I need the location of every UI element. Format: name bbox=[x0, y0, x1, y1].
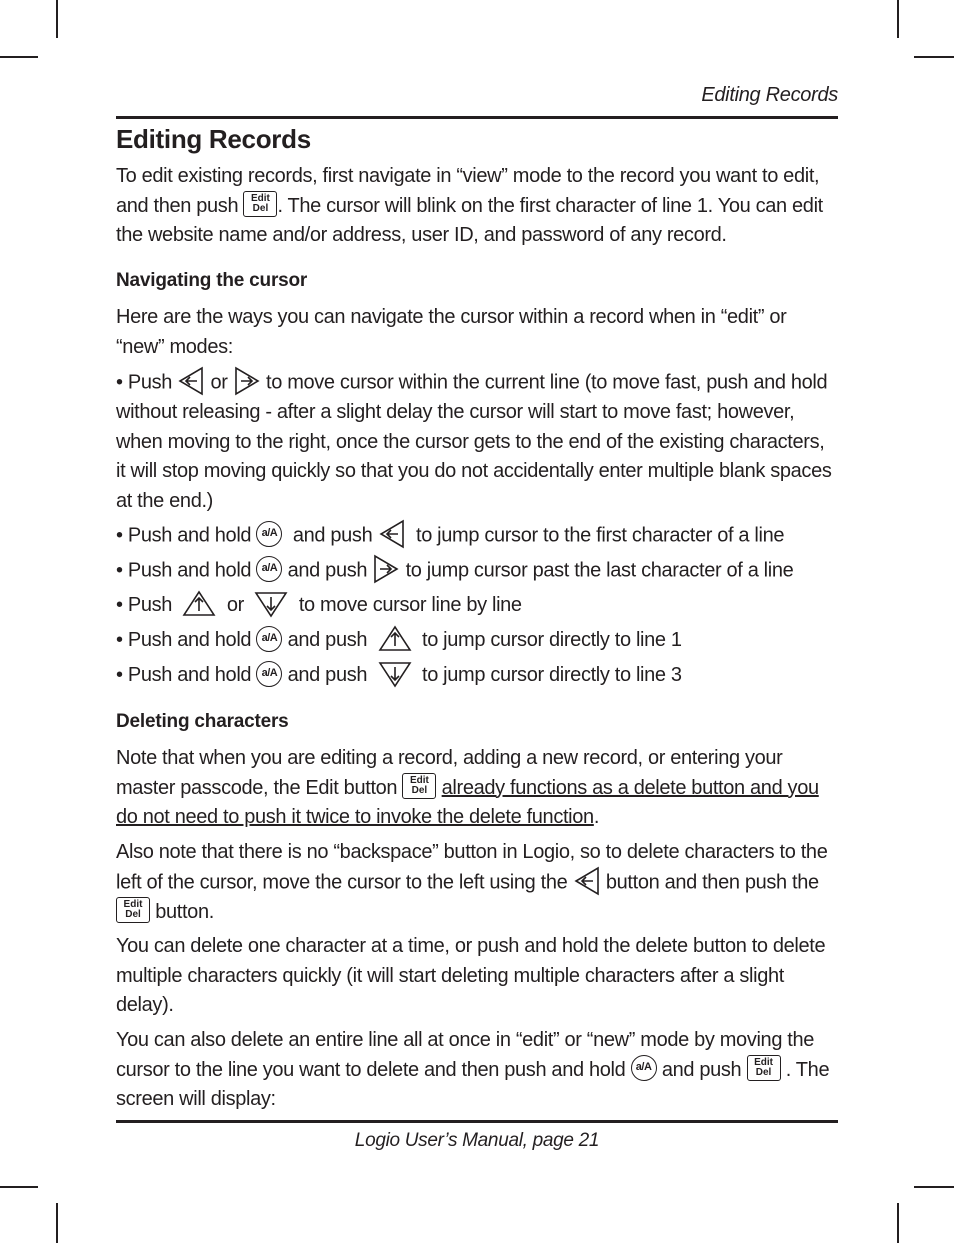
intro-paragraph: To edit existing records, first navigate in “view” mode to the record you want to edit, and then push Edit Del . The cursor will blink on the first character of line 1. You can edit the website name and/or address, user ID, and password of any record. bbox=[116, 165, 823, 246]
page-footer: Logio User’s Manual, page 21 bbox=[354, 1130, 600, 1151]
footer-rule bbox=[116, 1120, 838, 1123]
down-arrow-key-icon bbox=[254, 590, 288, 618]
crop-mark bbox=[897, 0, 899, 38]
nav-bullet-5: • Push and hold a/A and push to jump cursor directly to line 1 bbox=[116, 626, 838, 656]
running-head: Editing Records bbox=[701, 84, 838, 106]
nav-bullet-4: • Push or to move cursor line by line bbox=[116, 591, 838, 621]
right-arrow-key-icon bbox=[372, 554, 400, 584]
case-key-icon: a/A bbox=[256, 521, 282, 547]
crop-mark bbox=[0, 1186, 38, 1188]
delete-paragraph-1: Note that when you are editing a record, adding a new record, or entering your master passcode, the Edit button Edit Del already functions as a delete button and you do not need to push it twice to invoke the delete function. bbox=[116, 747, 819, 828]
crop-mark bbox=[897, 1203, 899, 1243]
left-arrow-key-icon bbox=[177, 366, 205, 396]
left-arrow-key-icon bbox=[573, 866, 601, 896]
crop-mark bbox=[914, 56, 954, 58]
delete-paragraph-4: You can also delete an entire line all at once in “edit” or “new” mode by moving the cursor to the line you want to delete and then push and hold a/A and push Edit Del . The screen will display: bbox=[116, 1029, 830, 1110]
nav-lead: Here are the ways you can navigate the cursor within a record when in “edit” or “new” modes: bbox=[116, 306, 787, 358]
edit-del-key-icon: Edit Del bbox=[402, 773, 436, 799]
left-arrow-key-icon bbox=[378, 519, 406, 549]
down-arrow-key-icon bbox=[378, 660, 412, 688]
nav-heading: Navigating the cursor bbox=[116, 270, 308, 291]
up-arrow-key-icon bbox=[182, 590, 216, 618]
right-arrow-key-icon bbox=[233, 366, 261, 396]
edit-del-key-icon: Edit Del bbox=[116, 897, 150, 923]
crop-mark bbox=[914, 1186, 954, 1188]
edit-del-key-icon: Edit Del bbox=[243, 191, 277, 217]
nav-bullet-6: • Push and hold a/A and push to jump cursor directly to line 3 bbox=[116, 661, 838, 691]
case-key-icon: a/A bbox=[256, 626, 282, 652]
delete-paragraph-3: You can delete one character at a time, or push and hold the delete button to delete multiple characters quickly (it will start deleting multiple characters after a slight delay). bbox=[116, 935, 826, 1016]
crop-mark bbox=[56, 0, 58, 38]
case-key-icon: a/A bbox=[256, 556, 282, 582]
crop-mark bbox=[56, 1203, 58, 1243]
case-key-icon: a/A bbox=[256, 661, 282, 687]
edit-del-key-icon: Edit Del bbox=[747, 1055, 781, 1081]
up-arrow-key-icon bbox=[378, 625, 412, 653]
nav-bullet-3: • Push and hold a/A and push to jump cursor past the last character of a line bbox=[116, 556, 838, 586]
crop-mark bbox=[0, 56, 38, 58]
delete-heading: Deleting characters bbox=[116, 711, 289, 732]
delete-paragraph-2: Also note that there is no “backspace” button in Logio, so to delete characters to the left of the cursor, move the cursor to the left using the button and then push the Edit Del button. bbox=[116, 841, 828, 923]
page-title: Editing Records bbox=[116, 124, 311, 154]
case-key-icon: a/A bbox=[631, 1055, 657, 1081]
nav-bullet-2: • Push and hold a/A and push to jump cursor to the first character of a line bbox=[116, 521, 838, 551]
header-rule bbox=[116, 116, 838, 119]
nav-bullet-1: • Push or to move cursor within the current line (to move fast, push and hold without releasing - after a slight delay the cursor will start to move fast; however, when moving to the right, once the cursor gets to the end of the existing characters, it will stop moving quickly so that you do not accidentally enter multiple blank spaces at the end.) bbox=[116, 368, 838, 516]
